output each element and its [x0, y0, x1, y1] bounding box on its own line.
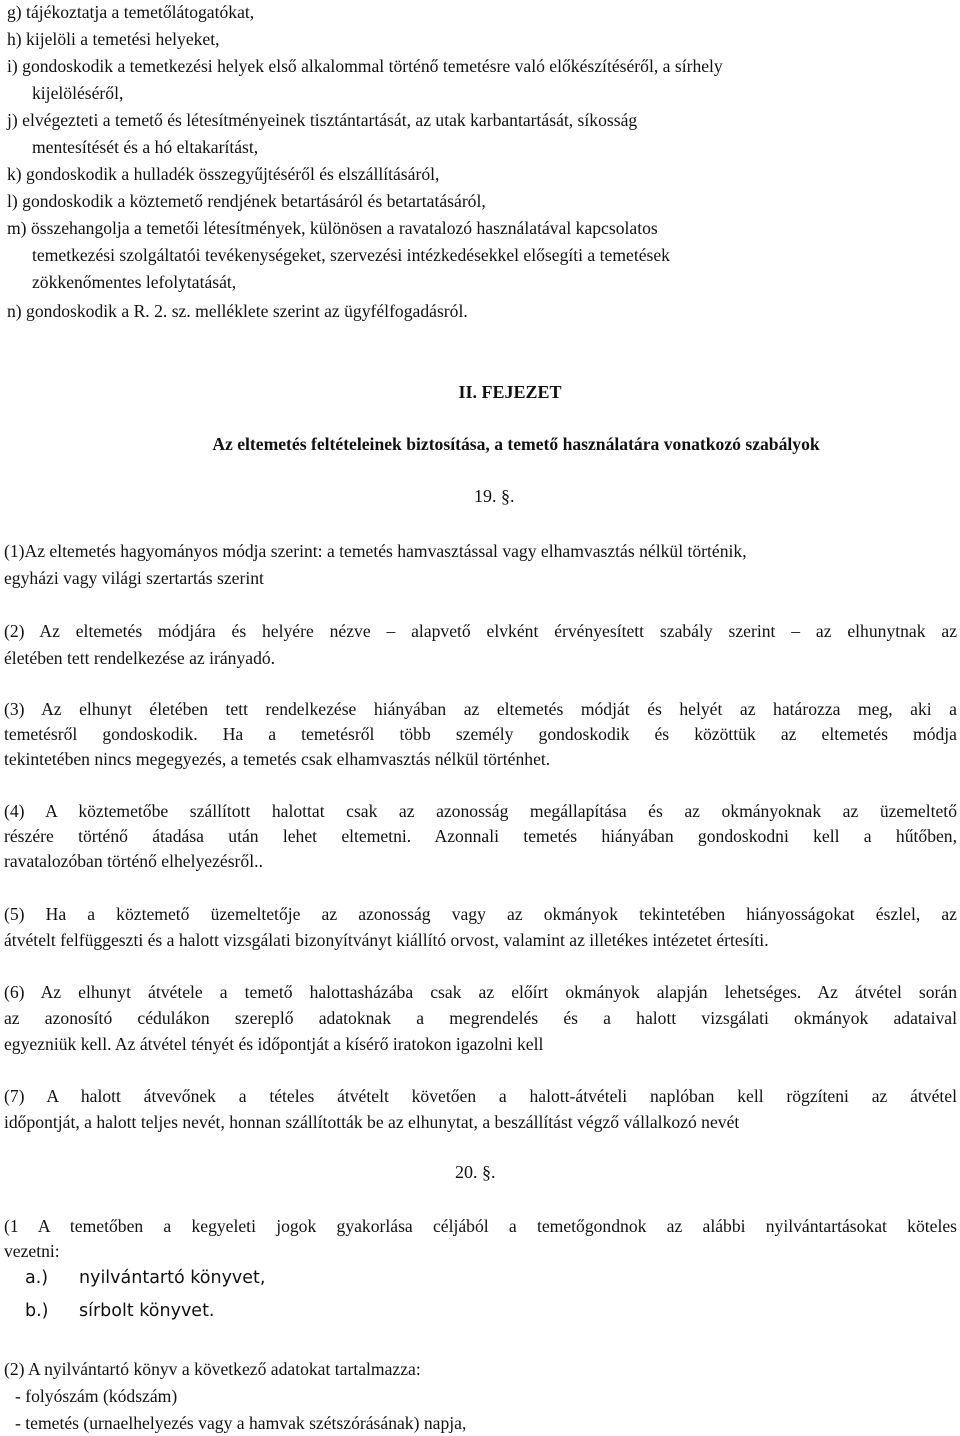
paragraph-line: részére történő átadása után lehet eltemetni. Azonnali temetés hiányában gondoskodni kell a hűtőben,: [4, 826, 957, 846]
field-item: - folyószám (kódszám): [15, 1386, 178, 1406]
record-item-label: b.): [25, 1301, 49, 1321]
chapter-number: II. FEJEZET: [458, 382, 562, 402]
list-item-m-continuation: zökkenőmentes lefolytatását,: [32, 272, 237, 292]
list-item-g: g) tájékoztatja a temetőlátogatókat,: [7, 2, 255, 22]
paragraph-line: temetésről gondoskodik. Ha a temetésről több személy gondoskodik és közöttük az eltemetés módja: [4, 724, 957, 744]
paragraph-line: tekintetében nincs megegyezés, a temetés csak elhamvasztás nélkül történhet.: [4, 749, 551, 769]
paragraph-line: (5) Ha a köztemető üzemeltetője az azonosság vagy az okmányok tekintetében hiányosságokat észlel, az: [4, 904, 957, 924]
list-item-n: n) gondoskodik a R. 2. sz. melléklete szerint az ügyfélfogadásról.: [7, 301, 468, 321]
list-item-m-continuation: temetkezési szolgáltatói tevékenységeket, szervezési intézkedésekkel elősegíti a temetések: [32, 245, 670, 265]
list-item-j-continuation: mentesítését és a hó eltakarítást,: [32, 137, 259, 157]
record-item: [25, 1265, 265, 1291]
list-item-l: l) gondoskodik a köztemető rendjének betartásáról és betartatásáról,: [7, 191, 486, 211]
record-item-text: nyilvántartó könyvet,: [79, 1268, 266, 1288]
paragraph-line: (4) A köztemetőbe szállított halottat csak az azonosság megállapítása és az okmányoknak az üzemeltető: [4, 801, 957, 821]
paragraph-line: egyezniük kell. Az átvétel tényét és időpontját a kísérő iratokon igazolni kell: [4, 1034, 544, 1054]
paragraph-line: (2) Az eltemetés módjára és helyére nézve – alapvető elvként érvényesített szabály szerint – az elhunytnak az: [4, 621, 957, 641]
section-number: 19. §.: [474, 486, 515, 506]
record-item-label: a.): [25, 1268, 49, 1288]
paragraph-line: (1 A temetőben a kegyeleti jogok gyakorlása céljából a temetőgondnok az alábbi nyilvántartásokat köteles: [4, 1216, 957, 1236]
chapter-title: Az eltemetés feltételeinek biztosítása, a temető használatára vonatkozó szabályok: [212, 434, 820, 454]
paragraph-line: (7) A halott átvevőnek a tételes átvételt követően a halott-átvételi naplóban kell rögzíteni az átvétel: [4, 1086, 957, 1106]
paragraph-line: időpontját, a halott teljes nevét, honnan szállították be az elhunytat, a beszállítást végző vállalkozó nevét: [4, 1112, 740, 1132]
paragraph-line: életében tett rendelkezése az irányadó.: [4, 648, 276, 668]
list-item-i-continuation: kijelöléséről,: [32, 83, 124, 103]
paragraph-line: (3) Az elhunyt életében tett rendelkezése hiányában az eltemetés módját és helyét az határozza meg, aki a: [4, 699, 957, 719]
list-item-k: k) gondoskodik a hulladék összegyűjtéséről és elszállításáról,: [7, 164, 440, 184]
paragraph-line: az azonosító cédulákon szereplő adatoknak a megrendelés és a halott vizsgálati okmányok adataival: [4, 1008, 957, 1028]
paragraph-line: (6) Az elhunyt átvétele a temető halottasházába csak az előírt okmányok alapján lehetséges. Az átvétel során: [4, 982, 957, 1002]
paragraph-line: átvételt felfüggeszti és a halott vizsgálati bizonyítványt kiállító orvost, valamint az illetékes intézetet értesíti.: [4, 930, 769, 950]
list-item-m: m) összehangolja a temetői létesítmények, különösen a ravatalozó használatával kapcsolatos: [7, 218, 658, 238]
paragraph-line: ravatalozóban történő elhelyezésről..: [4, 851, 263, 871]
list-item-h: h) kijelöli a temetési helyeket,: [7, 29, 220, 49]
record-item: [25, 1298, 215, 1324]
list-item-j: j) elvégezteti a temető és létesítményeinek tisztántartását, az utak karbantartását, síkosság: [7, 110, 638, 130]
list-item-i: i) gondoskodik a temetkezési helyek első alkalommal történő temetésre való előkészítéséről, a sírhely: [7, 56, 723, 76]
section-number: 20. §.: [455, 1162, 496, 1182]
paragraph-line: (2) A nyilvántartó könyv a következő adatokat tartalmazza:: [4, 1359, 421, 1379]
paragraph-line: vezetni:: [4, 1241, 60, 1261]
record-item-text: sírbolt könyvet.: [79, 1301, 215, 1321]
paragraph-line: (1)Az eltemetés hagyományos módja szerint: a temetés hamvasztással vagy elhamvasztás nélkül történik,: [4, 541, 747, 561]
field-item: - temetés (urnaelhelyezés vagy a hamvak szétszórásának) napja,: [15, 1413, 467, 1433]
paragraph-line: egyházi vagy világi szertartás szerint: [4, 568, 264, 588]
